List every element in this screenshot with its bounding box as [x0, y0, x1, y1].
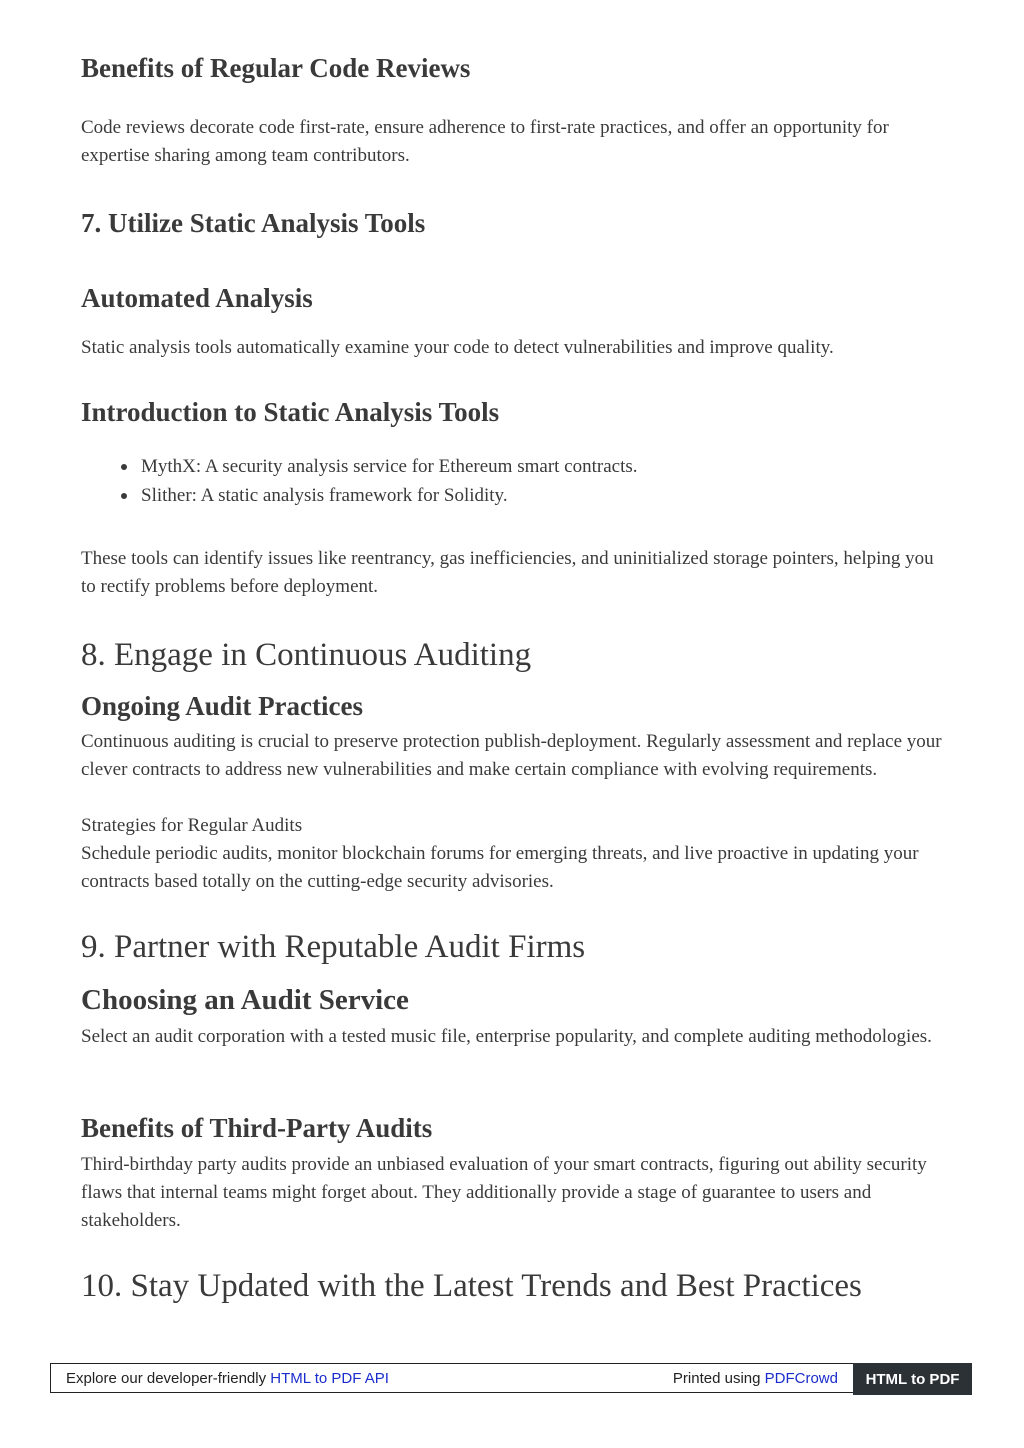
- footer-explore: Explore our developer-friendly HTML to PDF API: [66, 1370, 389, 1387]
- pdfcrowd-footer: [50, 1363, 972, 1393]
- paragraph-continuous-auditing: Continuous auditing is crucial to preserve protection publish-deployment. Regularly assessment and replace your clever contracts to address new vulnerabilities and make certain compliance with evolving requirements.: [81, 731, 942, 780]
- paragraph-third-party: Third-birthday party audits provide an unbiased evaluation of your smart contracts, figuring out ability security flaws that internal teams might forget about. They additionally provide a stage of guarantee to users and stakeholders.: [81, 1154, 927, 1231]
- list-item: Slither: A static analysis framework for Solidity.: [141, 481, 638, 510]
- heading-static-tools: 7. Utilize Static Analysis Tools: [81, 208, 426, 238]
- paragraph-strategies: Schedule periodic audits, monitor blockchain forums for emerging threats, and live proactive in updating your contracts based totally on the cutting-edge security advisories.: [81, 843, 919, 892]
- footer-printed: Printed using PDFCrowd: [672, 1370, 838, 1387]
- heading-intro-static-tools: Introduction to Static Analysis Tools: [81, 397, 500, 427]
- heading-third-party: Benefits of Third-Party Audits: [81, 1113, 433, 1143]
- html-to-pdf-button[interactable]: HTML to PDF: [853, 1363, 972, 1395]
- paragraph-code-reviews: Code reviews decorate code first-rate, ensure adherence to first-rate practices, and offer an opportunity for expertise sharing among team contributors.: [81, 117, 889, 166]
- heading-stay-updated: 10. Stay Updated with the Latest Trends and Best Practices: [81, 1268, 862, 1304]
- paragraph-choosing-service: Select an audit corporation with a tested music file, enterprise popularity, and complete auditing methodologies.: [81, 1026, 932, 1047]
- heading-partner-firms: 9. Partner with Reputable Audit Firms: [81, 929, 586, 965]
- heading-ongoing-audit: Ongoing Audit Practices: [81, 691, 363, 721]
- label-strategies: Strategies for Regular Audits: [81, 815, 303, 836]
- paragraph-automated-analysis: Static analysis tools automatically examine your code to detect vulnerabilities and improve quality.: [81, 337, 834, 358]
- heading-continuous-auditing: 8. Engage in Continuous Auditing: [81, 637, 532, 673]
- heading-choosing-service: Choosing an Audit Service: [81, 984, 409, 1016]
- heading-code-reviews: Benefits of Regular Code Reviews: [81, 53, 471, 83]
- bullet-icon: [121, 464, 127, 470]
- pdfcrowd-link[interactable]: PDFCrowd: [764, 1370, 838, 1387]
- html-to-pdf-api-link[interactable]: HTML to PDF API: [270, 1370, 389, 1387]
- tools-list: [81, 452, 638, 510]
- heading-automated-analysis: Automated Analysis: [81, 283, 313, 313]
- bullet-icon: [121, 493, 127, 499]
- paragraph-tools-issues: These tools can identify issues like reentrancy, gas inefficiencies, and uninitialized storage pointers, helping you to rectify problems before deployment.: [81, 548, 934, 597]
- list-item: MythX: A security analysis service for Ethereum smart contracts.: [141, 452, 638, 481]
